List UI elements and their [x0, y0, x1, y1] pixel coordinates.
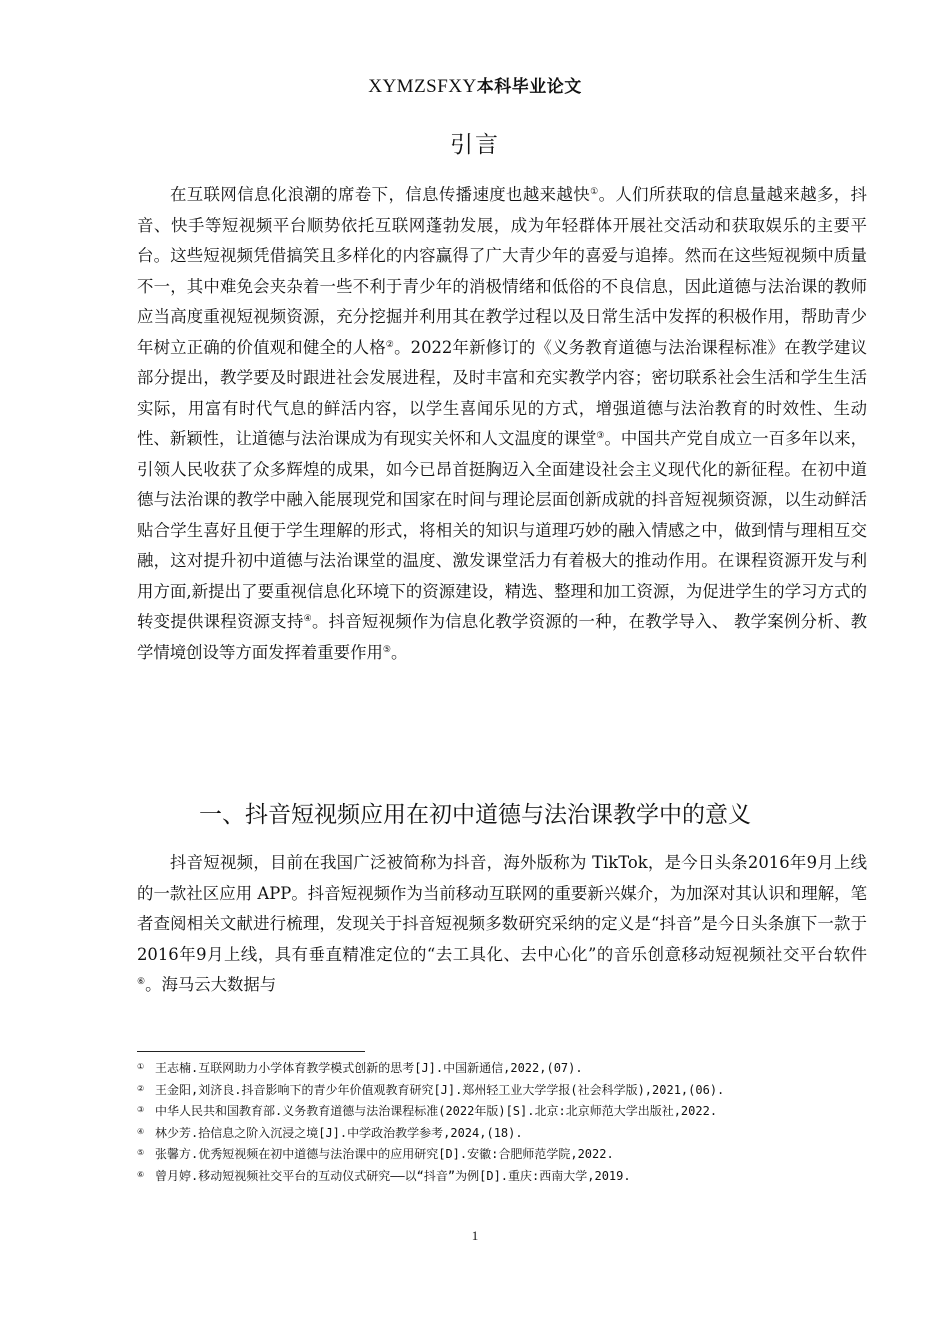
intro-text-4: 。中国共产党自成立一百多年以来，引领人民收获了众多辉煌的成果，如今已昂首挺胸迈入全面建设社会主义现代化的新征程。在初中道德与法治课的教学中融入能展现党和国家在时间与理论层面创新成就的抖音短视频资源，以生动鲜活贴合学生喜好且便于学生理解的形式，将相关的知识与道理巧妙的融入情感之中，做到情与理相互交融，这对提升初中道德与法治课堂的温度、激发课堂活力有着极大的推动作用。在课程资源开发与利用方面,新提出了要重视信息化环境下的资源建设，精选、整理和加工资源，为促进学生的学习方式的 转变提供课程资源支持	[137, 429, 867, 631]
footnote-2: ② 王金阳,刘济良.抖音影响下的青少年价值观教育研究[J].郑州轻工业大学学报(社会科学版),2021,(06).	[137, 1082, 725, 1097]
footnote-text: 曾月婷.移动短视频社交平台的互动仪式研究——以“抖音”为例[D].重庆:西南大学,2019.	[155, 1168, 631, 1183]
footnote-4: ④ 林少芳.拾信息之阶入沉浸之境[J].中学政治教学参考,2024,(18).	[137, 1125, 523, 1140]
footnote-text: 张馨方.优秀短视频在初中道德与法治课中的应用研究[D].安徽:合肥师范学院,2022.	[155, 1147, 614, 1161]
footnote-3: ③ 中华人民共和国教育部.义务教育道德与法治课程标准(2022年版)[S].北京:北京师范大学出版社,2022.	[137, 1104, 718, 1118]
footnote-ref-5[interactable]: ⑤	[382, 644, 391, 655]
page-header	[0, 72, 950, 98]
footnote-6: ⑥ 曾月婷.移动短视频社交平台的互动仪式研究——以“抖音”为例[D].重庆:西南大学,2019.	[137, 1168, 631, 1183]
intro-text-5: 。抖音短视频作为信息化教学资源的一种，在教学导入、 教学案例分析、教学情境创设等方面发挥着重要作用	[137, 612, 867, 662]
section1-text-1: 抖音短视频，目前在我国广泛被简称为抖音，海外版称为 TikTok，是今日头条2016年9月上线的一款社区应用 APP。抖音短视频作为当前移动互联网的重要新兴媒介，为加深对其认识和理解，笔者查阅相关文献进行梳理，发现关于抖音短视频多数研究采纳的定义是“抖音”是今日头条旗下一款于 2016年9月上线，具有垂直精准定位的“去工具化、去中心化”的音乐创意移动短视频社交平台软件	[137, 853, 867, 964]
footnote-text: 王金阳,刘济良.抖音影响下的青少年价值观教育研究[J].郑州轻工业大学学报(社会科学版),2021,(06).	[155, 1082, 725, 1097]
intro-text-1: 在互联网信息化浪潮的席卷下，信息传播速度也越来越快	[170, 185, 591, 204]
header-prefix: XYMZSFXY	[368, 76, 477, 97]
intro-text-2: 。人们所获取的信息量越来越多，抖音、快手等短视频平台顺势依托互联网蓬勃发展，成为年轻群体开展社交活动和获取娱乐的主要平台。这些短视频凭借搞笑且多样化的内容赢得了广大青少年的喜爱与追捧。然而在这些短视频中质量不一，其中难免会夹杂着一些不利于青少年的消极情绪和低俗的不良信息，因此道德与法治课的教师应当高度重视短视频资源，充分挖掘并利用其在教学过程以及日常生活中发挥的积极作用，帮助青少年树立正确的价值观和健全的人格	[137, 185, 867, 357]
page-number: 1	[471, 1228, 479, 1243]
footnote-text: 林少芳.拾信息之阶入沉浸之境[J].中学政治教学参考,2024,(18).	[155, 1125, 523, 1140]
intro-text-3: 。2022年新修订的《义务教育道德与法治课程标准》在教学建议部分提出，教学要及时跟进社会发展进程，及时丰富和充实教学内容；密切联系社会生活和学生生活实际，用富有时代气息的鲜活内容，以学生喜闻乐见的方式，增强道德与法治教育的时效性、生动性、新颖性，让道德与法治课成为有现实关怀和人文温度的课堂	[137, 337, 867, 448]
footnote-text: 中华人民共和国教育部.义务教育道德与法治课程标准(2022年版)[S].北京:北京师范大学出版社,2022.	[155, 1104, 718, 1118]
footnote-divider	[137, 1051, 365, 1052]
header-suffix: 本科毕业论文	[476, 77, 582, 97]
section1-text-2: 。海马云大数据与	[145, 975, 277, 994]
footnote-ref-6[interactable]: ⑥	[137, 977, 146, 987]
footnote-ref-4[interactable]: ④	[303, 614, 312, 624]
footnote-text: 王志楠.互联网助力小学体育教学模式创新的思考[J].中国新通信,2022,(07).	[155, 1061, 583, 1075]
footnote-1: ① 王志楠.互联网助力小学体育教学模式创新的思考[J].中国新通信,2022,(07).	[137, 1061, 583, 1075]
intro-text-6: 。	[390, 642, 408, 662]
footnote-ref-1[interactable]: ①	[590, 187, 599, 197]
footnote-ref-2[interactable]: ②	[385, 339, 395, 350]
section1-title: 一、抖音短视频应用在初中道德与法治课教学中的意义	[199, 802, 751, 828]
intro-paragraph	[137, 180, 867, 668]
footnote-5: ⑤ 张馨方.优秀短视频在初中道德与法治课中的应用研究[D].安徽:合肥师范学院,2022.	[137, 1147, 614, 1161]
footnote-ref-3[interactable]: ③	[596, 431, 605, 441]
intro-title: 引言	[450, 132, 500, 158]
section1-paragraph	[137, 848, 867, 1001]
footnotes	[137, 1058, 865, 1187]
